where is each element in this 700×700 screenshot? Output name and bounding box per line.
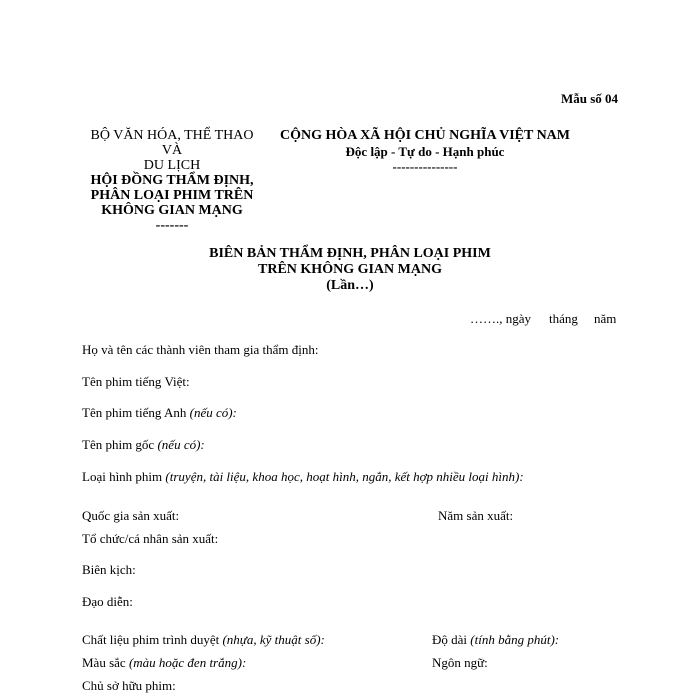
field-color: [82, 655, 246, 671]
council-line-3: KHÔNG GIAN MẠNG: [101, 203, 243, 218]
form-number: Mẫu số 04: [560, 91, 618, 106]
material-note: (nhựa, kỹ thuật số):: [222, 632, 325, 647]
color-label: Màu sắc: [82, 655, 129, 670]
left-header: [82, 128, 262, 233]
field-duration: [432, 632, 559, 648]
council-line-2: PHÂN LOẠI PHIM TRÊN: [90, 188, 254, 203]
field-genre: [82, 469, 524, 485]
nation-name: CỘNG HÒA XÃ HỘI CHỦ NGHĨA VIỆT NAM: [279, 128, 570, 143]
field-en-title: [82, 405, 237, 421]
field-year-produced: Năm sản xuất:: [438, 508, 514, 523]
ministry-line-1: BỘ VĂN HÓA, THỂ THAO: [90, 128, 254, 143]
national-motto: Độc lập - Tự do - Hạnh phúc: [345, 144, 505, 159]
ministry-line-2: VÀ: [161, 143, 183, 158]
field-material: [82, 632, 325, 648]
color-note: (màu hoặc đen trắng):: [128, 655, 247, 670]
field-orig-title: [82, 437, 205, 453]
council-line-1: HỘI ĐỒNG THẨM ĐỊNH,: [90, 173, 254, 188]
field-language: Ngôn ngữ:: [432, 655, 488, 670]
field-country: Quốc gia sản xuất:: [82, 508, 180, 523]
genre-label: Loại hình phim: [82, 469, 166, 484]
duration-label: Độ dài: [432, 632, 471, 647]
field-director: Đạo diễn:: [82, 594, 133, 609]
title-line-2: TRÊN KHÔNG GIAN MẠNG: [258, 262, 442, 277]
field-members: Họ và tên các thành viên tham gia thẩm định:: [82, 342, 319, 357]
date-dots: ……., ngày: [470, 311, 532, 326]
document-title: [150, 246, 550, 294]
field-screenwriter: Biên kịch:: [82, 562, 136, 577]
date-year: năm: [594, 311, 617, 326]
ministry-line-3: DU LỊCH: [143, 158, 201, 173]
genre-note: (truyện, tài liệu, khoa học, hoạt hình, ngắn, kết hợp nhiều loại hình):: [165, 469, 524, 484]
orig-title-note: (nếu có):: [157, 437, 205, 452]
duration-note: (tính bằng phút):: [470, 632, 560, 647]
left-divider: -------: [155, 218, 189, 233]
en-title-label: Tên phim tiếng Anh: [82, 405, 190, 420]
title-line-1: BIÊN BẢN THẨM ĐỊNH, PHÂN LOẠI PHIM: [209, 246, 491, 261]
en-title-note: (nếu có):: [189, 405, 237, 420]
date-month: tháng: [549, 311, 578, 326]
material-label: Chất liệu phim trình duyệt: [82, 632, 223, 647]
field-owner: Chủ sở hữu phim:: [82, 678, 176, 693]
orig-title-label: Tên phim gốc: [82, 437, 158, 452]
right-header: [270, 128, 580, 174]
field-vn-title: Tên phim tiếng Việt:: [82, 374, 190, 389]
right-divider: ---------------: [392, 159, 458, 174]
title-line-3: (Lần…): [326, 278, 374, 293]
field-producer: Tổ chức/cá nhân sản xuất:: [82, 531, 219, 546]
